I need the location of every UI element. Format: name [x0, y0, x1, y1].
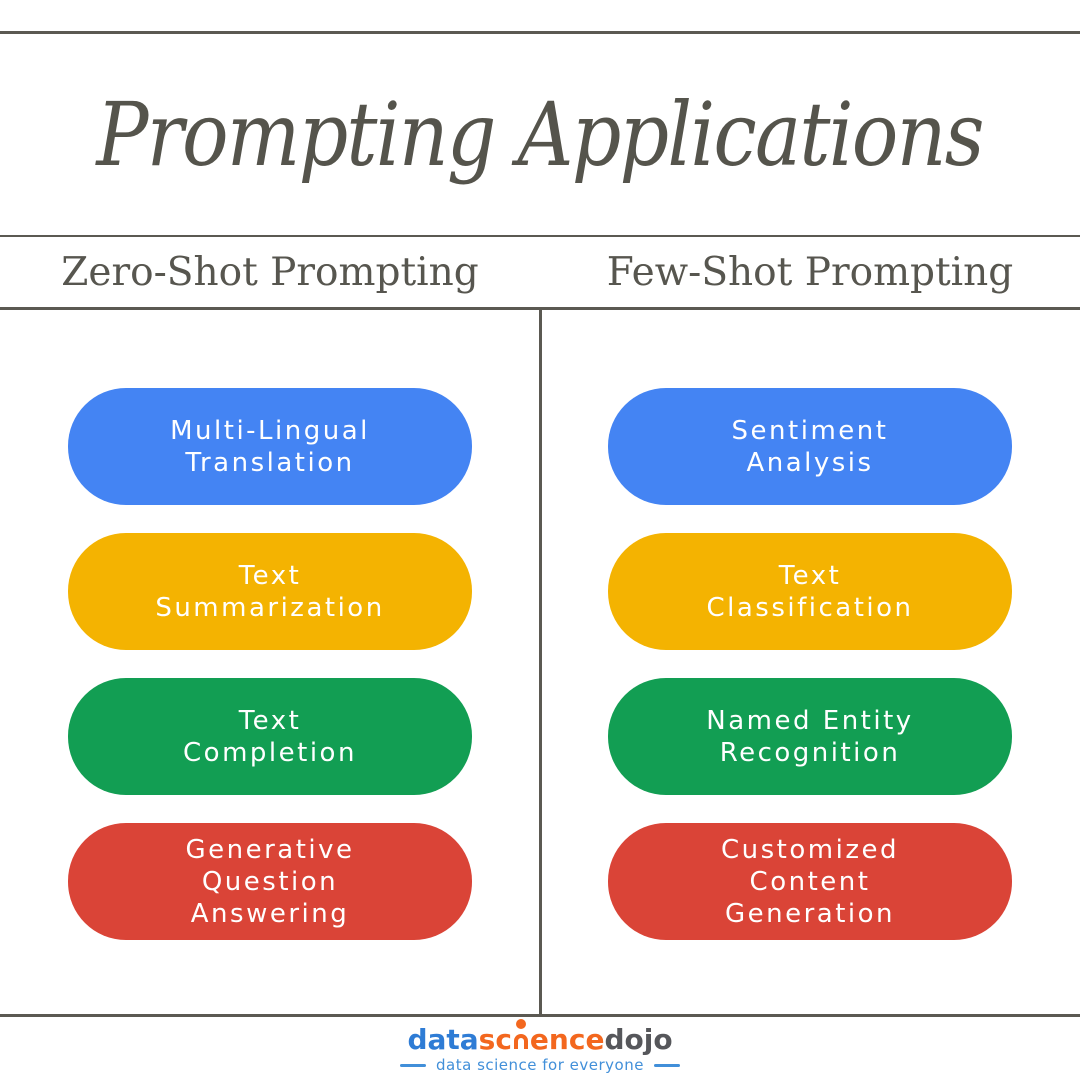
pill-text-completion [68, 678, 472, 795]
pill-text-classification [608, 533, 1012, 650]
pill-text-summarization [68, 533, 472, 650]
datasciencedojo-logo [407, 1023, 673, 1056]
center-vertical-divider [539, 310, 542, 1014]
page-title: Prompting Applications [96, 83, 984, 186]
pill-label-line: Recognition [719, 737, 901, 768]
pill-sentiment-analysis [608, 388, 1012, 505]
pill-label-line: Generative [185, 834, 355, 865]
footer [0, 1017, 1080, 1080]
person-icon [513, 1028, 529, 1049]
pill-label-line: Summarization [155, 592, 385, 623]
tagline-right-dash [654, 1064, 680, 1067]
tagline-left-dash [400, 1064, 426, 1067]
logo-word-sc: sc [478, 1023, 512, 1056]
title-band [0, 34, 1080, 235]
column-header-few-shot: Few-Shot Prompting [606, 249, 1014, 295]
pill-label-line: Answering [190, 898, 350, 929]
pill-label-line: Multi-Lingual [170, 415, 370, 446]
column-headers [0, 237, 1080, 307]
pill-label-line: Text [238, 560, 302, 591]
pill-label-line: Customized [721, 834, 899, 865]
pill-label-line: Content [749, 866, 871, 897]
pill-label-line: Analysis [746, 447, 874, 478]
pill-label-line: Text [238, 705, 302, 736]
person-head-icon [516, 1019, 526, 1029]
pill-label-line: Classification [706, 592, 914, 623]
pill-label-line: Completion [183, 737, 357, 768]
logo-word-dojo: dojo [604, 1023, 673, 1056]
tagline-text: data science for everyone [436, 1056, 644, 1074]
pill-label-line: Question [201, 866, 339, 897]
logo-word-ence: ence [529, 1023, 605, 1056]
pill-named-entity-recognition [608, 678, 1012, 795]
column-few-shot [540, 310, 1080, 1014]
column-zero-shot [0, 310, 540, 1014]
pill-label-line: Generation [724, 898, 896, 929]
pill-generative-question-answering [68, 823, 472, 940]
logo-tagline [400, 1057, 680, 1073]
pill-label-line: Sentiment [731, 415, 889, 446]
pill-label-line: Translation [185, 447, 355, 478]
person-body-icon [514, 1034, 528, 1049]
pill-label-line: Text [778, 560, 842, 591]
pill-multi-lingual-translation [68, 388, 472, 505]
pill-label-line: Named Entity [706, 705, 914, 736]
pill-customized-content-generation [608, 823, 1012, 940]
logo-word-data: data [407, 1023, 479, 1056]
column-header-zero-shot: Zero-Shot Prompting [61, 249, 479, 295]
